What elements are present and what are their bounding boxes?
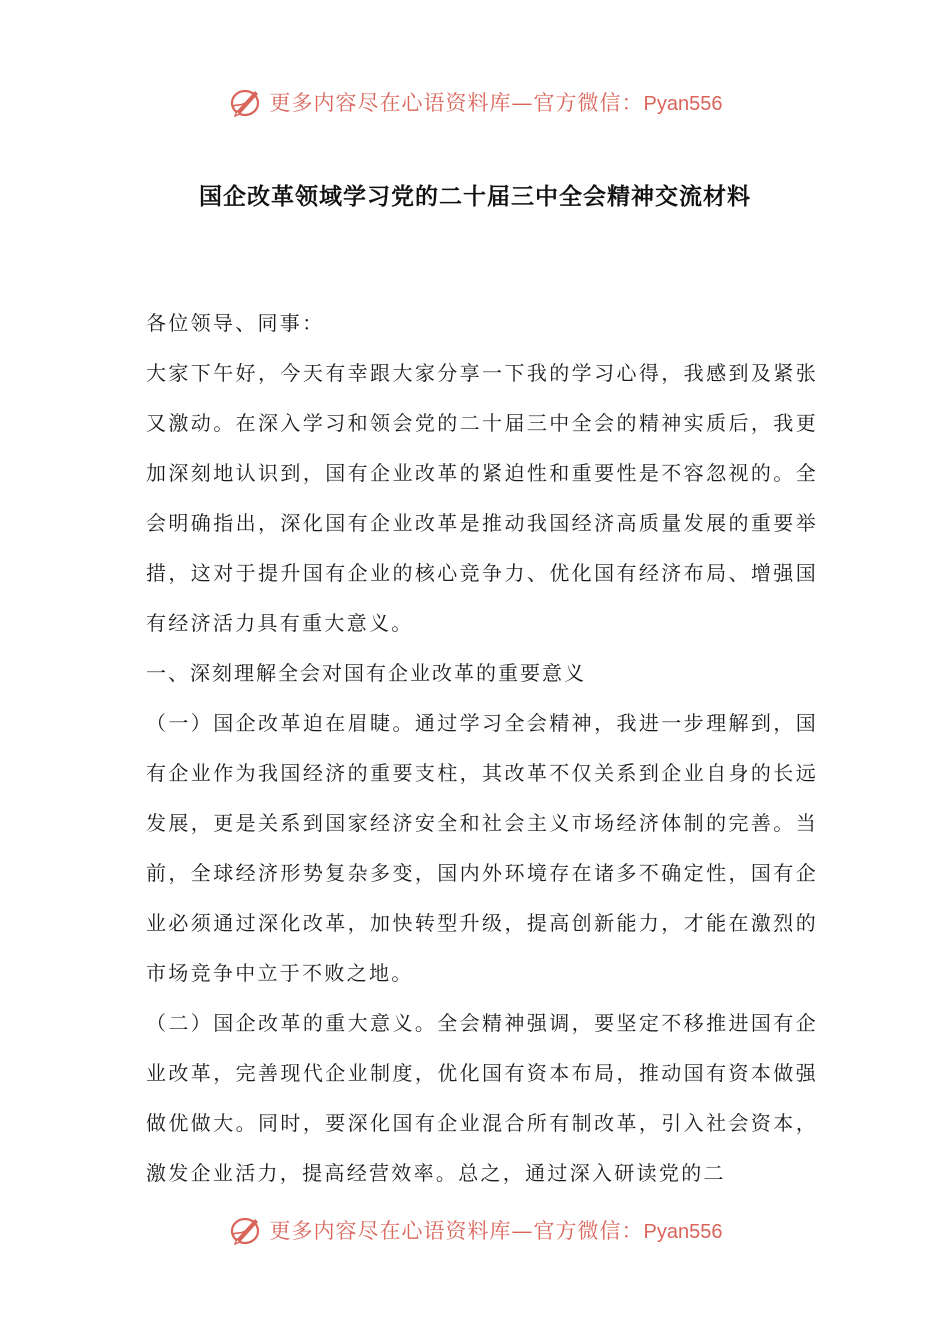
watermark-text [270,1215,723,1245]
section-heading: 一、深刻理解全会对国有企业改革的重要意义 [146,661,586,685]
body-paragraph: （二）国企改革的重大意义。全会精神强调，要坚定不移推进国有企业改革，完善现代企业制度，优化国有资本布局，推动国有资本做强做优做大。同时，要深化国有企业混合所有制改革，引入社会资本，激发企业活力，提高经营效率。总之，通过深入研读党的二 [146,1011,818,1185]
page-title: 国企改革领域学习党的二十届三中全会精神交流材料 [199,184,751,210]
watermark-wechat-id: Pyan556 [643,1221,723,1243]
body-paragraph: （一）国企改革迫在眉睫。通过学习全会精神，我进一步理解到，国有企业作为我国经济的重要支柱，其改革不仅关系到企业自身的长远发展，更是关系到国家经济安全和社会主义市场经济体制的完善。当前，全球经济形势复杂多变，国内外环境存在诸多不确定性，国有企业必须通过深化改革，加快转型升级，提高创新能力，才能在激烈的市场竞争中立于不败之地。 [146,711,818,985]
header-watermark-banner [0,82,950,122]
pen-logo-icon [228,84,264,120]
salutation: 各位领导、同事： [146,311,325,335]
body-paragraph: 大家下午好，今天有幸跟大家分享一下我的学习心得，我感到及紧张又激动。在深入学习和领会党的二十届三中全会的精神实质后，我更加深刻地认识到，国有企业改革的紧迫性和重要性是不容忽视的。全会明确指出，深化国有企业改革是推动我国经济高质量发展的重要举措，这对于提升国有企业的核心竞争力、优化国有经济布局、增强国有经济活力具有重大意义。 [146,361,818,635]
watermark-wechat-id: Pyan556 [643,93,723,115]
watermark-text-cn: 更多内容尽在心语资料库—官方微信： [269,91,644,115]
footer-watermark-banner [0,1210,950,1250]
watermark-text-cn: 更多内容尽在心语资料库—官方微信： [269,1219,644,1243]
document-body [146,298,818,1198]
pen-logo-icon [228,1212,264,1248]
watermark-text [270,87,723,117]
